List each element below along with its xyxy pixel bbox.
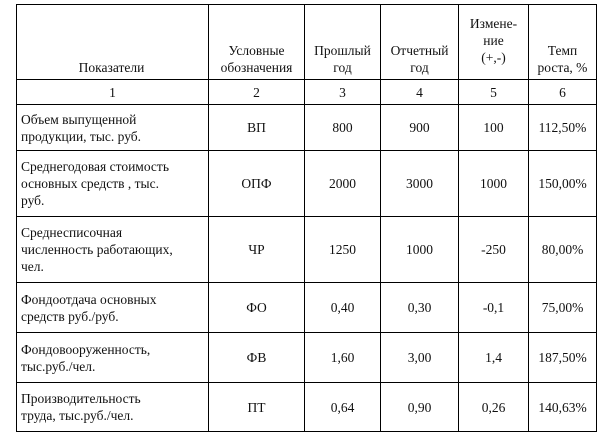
change-cell: -0,1	[459, 283, 529, 333]
indicator-cell	[17, 105, 209, 151]
growth-rate-cell: 80,00%	[529, 217, 597, 283]
report-year-cell: 0,90	[381, 383, 459, 432]
header-row	[17, 5, 597, 80]
column-numbers-row	[17, 80, 597, 105]
change-cell: 0,26	[459, 383, 529, 432]
header-report-year	[381, 5, 459, 80]
indicator-line: руб.	[21, 193, 45, 208]
previous-year-cell: 800	[305, 105, 381, 151]
indicator-cell	[17, 151, 209, 217]
header-previous-year-line: год	[333, 60, 352, 75]
table-row	[17, 217, 597, 283]
change-cell: 1000	[459, 151, 529, 217]
growth-rate-cell: 75,00%	[529, 283, 597, 333]
previous-year-cell: 0,40	[305, 283, 381, 333]
header-symbol	[209, 5, 305, 80]
header-growth-rate	[529, 5, 597, 80]
indicator-cell	[17, 333, 209, 383]
indicator-cell	[17, 217, 209, 283]
column-number: 4	[381, 80, 459, 105]
indicator-line: Объем выпущенной	[21, 111, 137, 127]
indicator-line: труда, тыс.руб./чел.	[21, 408, 134, 423]
header-indicator-line: Показатели	[78, 60, 145, 75]
symbol-cell: ВП	[209, 105, 305, 151]
indicator-line: Среднегодовая стоимость	[21, 159, 169, 174]
header-symbol-line: обозначения	[220, 60, 293, 75]
growth-rate-cell: 140,63%	[529, 383, 597, 432]
header-report-year-line: Отчетный	[390, 43, 449, 58]
change-cell: -250	[459, 217, 529, 283]
report-year-cell: 900	[381, 105, 459, 151]
header-change-line: (+,-)	[481, 50, 506, 65]
header-previous-year-line: Прошлый	[314, 43, 371, 58]
column-number: 6	[529, 80, 597, 105]
symbol-cell: ОПФ	[209, 151, 305, 217]
header-change-line: Измене-	[469, 16, 518, 31]
indicator-line: Фондоотдача основных	[21, 291, 157, 307]
indicator-line: Фондовооруженность,	[21, 341, 151, 357]
header-growth-rate-line: Темп	[547, 43, 578, 58]
indicator-cell	[17, 283, 209, 333]
report-year-cell: 0,30	[381, 283, 459, 333]
indicator-line: продукции, тыс. руб.	[21, 128, 142, 144]
previous-year-cell: 1250	[305, 217, 381, 283]
header-change	[459, 5, 529, 80]
indicator-cell	[17, 383, 209, 432]
header-change-line: ние	[483, 33, 504, 48]
report-year-cell: 3000	[381, 151, 459, 217]
growth-rate-cell: 112,50%	[529, 105, 597, 151]
header-growth-rate-line: роста, %	[537, 60, 588, 75]
column-number: 1	[17, 80, 209, 105]
indicator-line: тыс.руб./чел.	[21, 358, 96, 374]
table-row	[17, 105, 597, 151]
previous-year-cell: 2000	[305, 151, 381, 217]
header-previous-year	[305, 5, 381, 80]
symbol-cell: ФО	[209, 283, 305, 333]
indicator-line: средств руб./руб.	[21, 308, 119, 324]
change-cell: 100	[459, 105, 529, 151]
column-number: 3	[305, 80, 381, 105]
report-year-cell: 1000	[381, 217, 459, 283]
symbol-cell: ПТ	[209, 383, 305, 432]
indicator-line: основных средств , тыс.	[21, 176, 159, 191]
indicator-line: чел.	[21, 259, 44, 274]
change-cell: 1,4	[459, 333, 529, 383]
table-row	[17, 283, 597, 333]
growth-rate-cell: 150,00%	[529, 151, 597, 217]
symbol-cell: ФВ	[209, 333, 305, 383]
table-row	[17, 151, 597, 217]
column-number: 2	[209, 80, 305, 105]
indicator-line: Производительность	[21, 391, 141, 406]
previous-year-cell: 0,64	[305, 383, 381, 432]
previous-year-cell: 1,60	[305, 333, 381, 383]
symbol-cell: ЧР	[209, 217, 305, 283]
indicator-line: Среднесписочная	[21, 225, 123, 240]
header-report-year-line: год	[410, 60, 429, 75]
header-symbol-line: Условные	[228, 43, 285, 58]
table-row	[17, 333, 597, 383]
table-row	[17, 383, 597, 432]
indicators-table	[16, 4, 597, 432]
report-year-cell: 3,00	[381, 333, 459, 383]
growth-rate-cell: 187,50%	[529, 333, 597, 383]
column-number: 5	[459, 80, 529, 105]
indicator-line: численность работающих,	[21, 242, 173, 257]
header-indicator	[17, 5, 209, 80]
